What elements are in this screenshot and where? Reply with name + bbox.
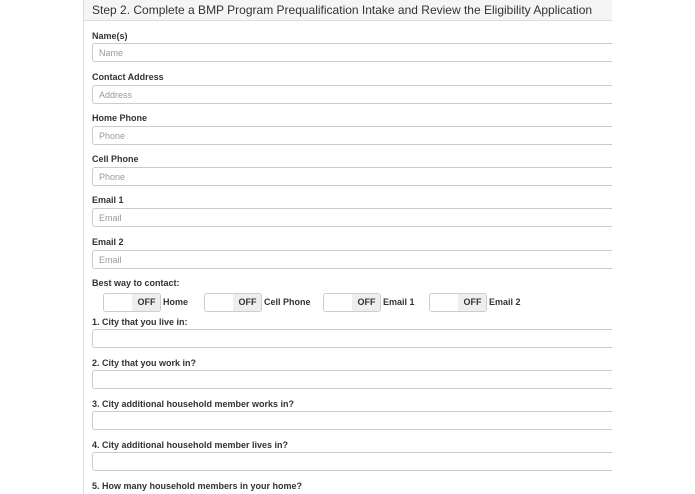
email2-input[interactable] [92, 250, 612, 269]
names-label: Name(s) [92, 31, 128, 41]
household-live-city-input[interactable] [92, 452, 612, 471]
question-4-label: 4. City additional household member lives in? [92, 440, 289, 450]
form-panel [83, 0, 612, 494]
toggle-state: OFF [233, 294, 262, 311]
contact-email2-toggle[interactable] [429, 293, 487, 312]
contact-email1-toggle[interactable] [323, 293, 381, 312]
email1-input[interactable] [92, 208, 612, 227]
best-contact-label: Best way to contact: [92, 278, 180, 288]
home-phone-input[interactable] [92, 126, 612, 145]
question-1-label: 1. City that you live in: [92, 317, 188, 327]
names-input[interactable] [92, 43, 612, 62]
contact-cell-phone-toggle[interactable] [204, 293, 262, 312]
toggle-state: OFF [458, 294, 487, 311]
contact-home-label: Home [163, 297, 189, 307]
question-5-label: 5. How many household members in your home? [92, 481, 303, 491]
email2-label: Email 2 [92, 237, 124, 247]
cell-phone-input[interactable] [92, 167, 612, 186]
contact-cell-phone-label: Cell Phone [264, 297, 311, 307]
household-work-city-input[interactable] [92, 411, 612, 430]
contact-email2-label: Email 2 [489, 297, 521, 307]
toggle-knob [205, 294, 234, 311]
toggle-knob [324, 294, 353, 311]
city-work-input[interactable] [92, 370, 612, 389]
address-label: Contact Address [92, 72, 164, 82]
contact-home-toggle[interactable] [103, 293, 161, 312]
address-input[interactable] [92, 85, 612, 104]
toggle-knob [104, 294, 133, 311]
cell-phone-label: Cell Phone [92, 154, 139, 164]
toggle-knob [430, 294, 459, 311]
city-live-input[interactable] [92, 329, 612, 348]
home-phone-label: Home Phone [92, 113, 148, 123]
question-3-label: 3. City additional household member works in? [92, 399, 295, 409]
toggle-state: OFF [132, 294, 161, 311]
contact-email1-label: Email 1 [383, 297, 415, 307]
toggle-state: OFF [352, 294, 381, 311]
panel-heading: Step 2. Complete a BMP Program Prequalification Intake and Review the Eligibility Application [84, 0, 612, 21]
question-2-label: 2. City that you work in? [92, 358, 197, 368]
email1-label: Email 1 [92, 195, 124, 205]
